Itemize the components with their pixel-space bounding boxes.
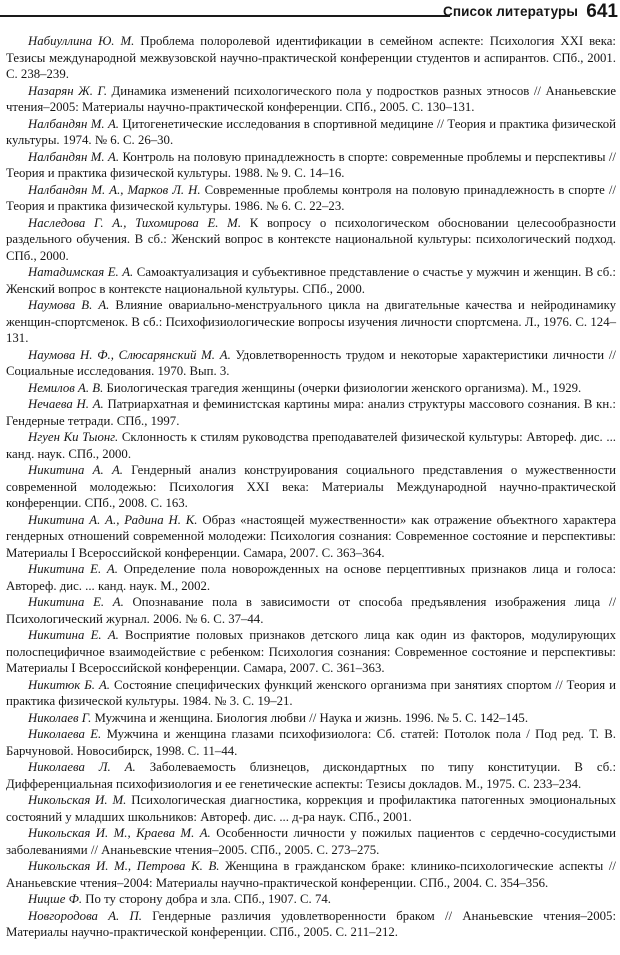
reference-author: Налбандян М. А., Марков Л. Н. [28, 182, 201, 197]
reference-entry [6, 858, 616, 891]
reference-text: Контроль на половую принадлежность в спорте: современные проблемы и перспективы // Теория и практика физической культуры. 1988. № 9. С. 14–16. [6, 149, 616, 180]
reference-entry [6, 627, 616, 677]
reference-text: Патриархатная и феминистская картины мира: анализ структуры массового сознания. В кн.: Гендерные тетради. СПб., 1997. [6, 397, 616, 428]
reference-author: Николаев Г. [28, 710, 92, 725]
reference-author: Набиуллина Ю. М. [28, 34, 135, 48]
reference-entry [6, 33, 616, 83]
reference-entry [6, 116, 616, 149]
reference-entry [6, 561, 616, 594]
reference-author: Никитюк Б. А. [28, 677, 111, 692]
running-title: Список литературы [443, 4, 578, 19]
reference-author: Новгородова А. П. [28, 908, 142, 923]
reference-entry [6, 825, 616, 858]
reference-entry [6, 182, 616, 215]
reference-text: Современные проблемы контроля на половую принадлежность в спорте // Теория и практика физической культуры. 1986. № 6. С. 22–23. [6, 182, 616, 213]
reference-entry [6, 462, 616, 512]
reference-author: Николаева Л. А. [28, 760, 136, 774]
reference-text: Определение пола новорожденных на основе перцептивных признаков лица и голоса: Автореф. дис. ... канд. наук. М., 2002. [6, 562, 617, 593]
reference-entry [6, 759, 616, 792]
reference-author: Никольская И. М., Петрова К. В. [28, 859, 220, 873]
reference-text: Влияние овариально-менструального цикла на двигательные качества и нейродинамику женщин-спортсменок. В сб.: Психофизиологические вопросы изучения личности спортсмена. Л., 1976. С. 124–131. [6, 298, 617, 345]
reference-author: Никольская И. М., Краева М. А. [28, 826, 211, 840]
reference-author: Ницше Ф. [28, 892, 83, 906]
reference-author: Нечаева Н. А. [28, 397, 104, 411]
reference-text: По ту сторону добра и зла. СПб., 1907. С. 74. [82, 892, 331, 906]
reference-author: Налбандян М. А. [28, 116, 119, 131]
reference-author: Наумова В. А. [28, 298, 110, 312]
reference-text: Состояние специфических функций женского организма при занятиях спортом // Теория и практика физической культуры. 1984. № 3. С. 19–21. [6, 677, 617, 708]
reference-text: Мужчина и женщина глазами психофизиолога: Сб. статей: Потолок пола / Под ред. Т. В. Барчуновой. Новосибирск, 1998. С. 11–44. [6, 727, 616, 758]
reference-text: Биологическая трагедия женщины (очерки физиологии женского организма). М., 1929. [103, 380, 582, 395]
reference-entry [6, 512, 616, 562]
reference-entry [6, 396, 616, 429]
reference-entry [6, 215, 616, 265]
reference-text: Мужчина и женщина. Биология любви // Наука и жизнь. 1996. № 5. С. 142–145. [91, 710, 529, 725]
reference-entry [6, 726, 616, 759]
reference-list [6, 33, 616, 953]
reference-author: Никитина Е. А. [28, 595, 124, 609]
reference-text: Цитогенетические исследования в спортивной медицине // Теория и практика физической культуры. 1974. № 6. С. 26–30. [6, 116, 616, 147]
reference-entry [6, 594, 616, 627]
reference-author: Никитина А. А., Радина Н. К. [28, 512, 198, 527]
reference-author: Никитина А. А. [28, 463, 123, 477]
reference-text: Опознавание пола в зависимости от способа предъявления изображения лица // Психологический журнал. 2006. № 6. С. 37–44. [6, 595, 616, 626]
reference-author: Наумова Н. Ф., Слюсарянский М. А. [28, 347, 231, 362]
reference-entry [6, 429, 616, 462]
reference-text: К вопросу о психологическом обосновании целесообразности раздельного обучения. В сб.: Женский вопрос в контексте национальной культуры: психологический подход. СПб., 2000. [6, 215, 616, 263]
reference-entry [6, 792, 616, 825]
reference-text: Динамика изменений психологического пола у подростков разных этносов // Ананьевские чтения–2005: Материалы научно-практической конференции. СПб., 2005. С. 130–131. [6, 83, 616, 114]
reference-text: Психологическая диагностика, коррекция и профилактика патогенных эмоциональных состояний у младших школьников: Автореф. дис. ... д-ра наук. СПб., 2001. [6, 793, 617, 824]
reference-entry [6, 83, 616, 116]
reference-author: Назарян Ж. Г. [28, 83, 108, 98]
reference-entry [6, 710, 616, 727]
reference-author: Натадимская Е. А. [28, 265, 134, 279]
reference-text: Женщина в гражданском браке: клинико-психологические аспекты // Ананьевские чтения–2004: Материалы научно-практической конференции. СПб., 2004. С. 354–356. [6, 859, 616, 890]
header-rule [0, 15, 450, 17]
reference-entry [6, 380, 616, 397]
reference-text: Проблема полоролевой идентификации в семейном аспекте: Психология XXI века: Тезисы международной межвузовской научно-практической конференции студентов и аспирантов. СПб., 2001. С. 238–239. [6, 34, 616, 81]
reference-entry [6, 297, 616, 347]
reference-text: Склонность к стилям руководства преподавателей физической культуры: Автореф. дис. ... канд. наук. СПб., 2000. [6, 430, 616, 461]
reference-entry [6, 264, 616, 297]
reference-author: Никитина Е. А. [28, 562, 118, 576]
reference-author: Николаева Е. [28, 727, 102, 741]
reference-text: Самоактуализация и субъективное представление о счастье у мужчин и женщин. В сб.: Женский вопрос в контексте национальной культуры. СПб., 2000. [6, 265, 616, 296]
reference-text: Гендерные различия удовлетворенности браком // Ананьевские чтения–2005: Материалы научно-практической конференции. СПб., 2005. С. 211–212. [6, 908, 616, 939]
reference-entry [6, 891, 616, 908]
reference-entry [6, 347, 616, 380]
reference-text: Образ «настоящей мужественности» как отражение объектного характера гендерных отношений современной молодежи: Психология сознания: Современное состояние и перспективы: Материалы I Всероссийской конференции. Самара, 2007. С. 363–364. [6, 512, 616, 560]
reference-author: Немилов А. В. [28, 380, 104, 395]
reference-text: Удовлетворенность трудом и некоторые характеристики личности // Социальные исследования. 1970. Вып. 3. [6, 347, 616, 378]
reference-entry [6, 908, 616, 941]
reference-entry [6, 677, 616, 710]
reference-text: Особенности личности у пожилых пациентов с сердечно-сосудистыми заболеваниями // Ананьевские чтения–2005. СПб., 2005. С. 273–275. [6, 826, 617, 857]
reference-text: Заболеваемость близнецов, дискондартных по типу конституции. В сб.: Дифференциальная психофизиология и ее генетические аспекты: Тезисы докладов. М., 1975. С. 233–234. [6, 760, 616, 791]
reference-author: Наследова Г. А., Тихомирова Е. М. [28, 215, 242, 230]
reference-entry [6, 149, 616, 182]
reference-text: Гендерный анализ конструирования социального представления о мужественности современной молодежью: Психология XXI века: Материалы Международной научно-практической конференции. СПб., 2008. С. 163. [6, 463, 617, 510]
page-header [0, 2, 620, 26]
reference-author: Нгуен Ки Тыонг. [28, 430, 119, 444]
reference-author: Никольская И. М. [28, 793, 127, 807]
page-number: 641 [586, 1, 618, 22]
reference-text: Восприятие половых признаков детского лица как один из факторов, модулирующих полоспецифичное взаимодействие с ребенком: Психология сознания: Современное состояние и перспективы: Материалы I Всероссийской конференции. Самара, 2007. С. 361–363. [6, 628, 617, 675]
reference-author: Никитина Е. А. [28, 628, 119, 642]
reference-author: Налбандян М. А. [28, 149, 120, 164]
